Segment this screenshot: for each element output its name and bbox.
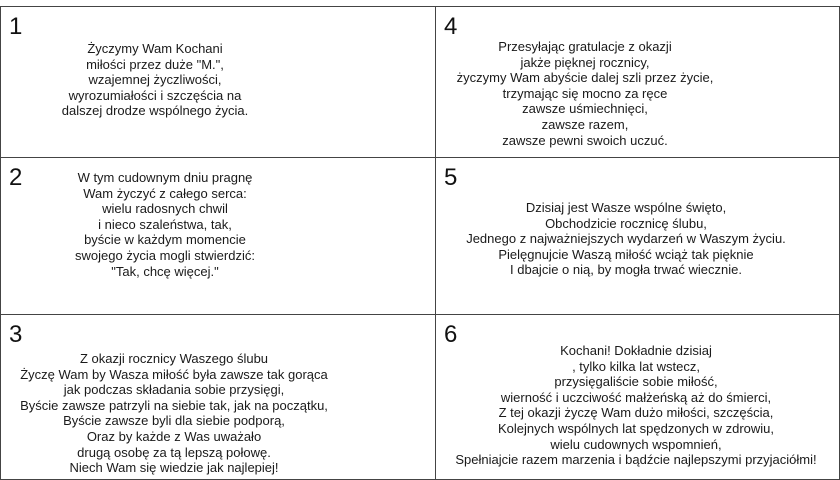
wish-line: drugą osobę za tą lepszą połowę. <box>77 444 271 460</box>
wish-line: Niech Wam się wiedzie jak najlepiej! <box>69 460 279 476</box>
wish-line: Przesyłając gratulacje z okazji <box>498 39 672 54</box>
wish-text <box>1 41 309 119</box>
wish-line: Wam życzyć z całego serca: <box>83 185 247 201</box>
wish-line: i nieco szaleństwa, tak, <box>98 216 232 232</box>
wish-text <box>436 39 734 148</box>
wish-text <box>1 351 347 476</box>
wish-line: W tym cudownym dniu pragnę <box>77 170 253 185</box>
wish-text <box>436 200 816 278</box>
wish-line: wzajemnej życzliwości, <box>88 72 222 88</box>
wish-card-2 <box>0 157 436 315</box>
wish-line: Z tej okazji życzę Wam dużo miłości, szczęścia, <box>498 405 774 421</box>
card-number: 3 <box>9 321 23 348</box>
wish-line: Dzisiaj jest Wasze wspólne święto, <box>525 200 727 215</box>
wish-line: byście w każdym momencie <box>84 232 246 248</box>
wish-line: dalszej drodze wspólnego życia. <box>61 103 249 119</box>
wishes-grid <box>0 6 840 480</box>
wish-line: wyrozumiałości i szczęścia na <box>68 87 242 103</box>
wish-line: jak podczas składania sobie przysięgi, <box>63 382 285 398</box>
wish-line: zawsze uśmiechnięci, <box>522 101 648 117</box>
card-number: 5 <box>444 164 458 191</box>
wish-line: Życzę Wam by Wasza miłość była zawsze tak gorąca <box>20 366 328 382</box>
wish-line: "Tak, chcę więcej." <box>111 263 219 279</box>
wish-line: Życzymy Wam Kochani <box>87 41 223 56</box>
wish-line: Jednego z najważniejszych wydarzeń w Waszym życiu. <box>466 231 786 247</box>
wish-line: swojego życia mogli stwierdzić: <box>75 247 255 263</box>
wish-card-6 <box>435 314 840 480</box>
wish-line: trzymając się mocno za ręce <box>502 85 668 101</box>
wish-line: życzymy Wam abyście dalej szli przez życie, <box>456 70 714 86</box>
wish-line: Z okazji rocznicy Waszego ślubu <box>79 351 269 366</box>
wish-line: Obchodzicie rocznicę ślubu, <box>545 215 707 231</box>
card-number: 1 <box>9 13 23 40</box>
wish-line: wielu cudownych wspomnień, <box>550 436 722 452</box>
card-number: 4 <box>444 13 458 40</box>
wish-card-5 <box>435 157 840 315</box>
wish-line: zawsze razem, <box>541 116 629 132</box>
card-number: 6 <box>444 321 458 348</box>
card-number: 2 <box>9 164 23 191</box>
wish-text <box>1 170 329 279</box>
wish-card-4 <box>435 6 840 158</box>
wish-card-1 <box>0 6 436 158</box>
wish-line: miłości przez duże "M.", <box>86 56 224 72</box>
wish-line: wielu radosnych chwil <box>102 201 228 217</box>
wish-line: przysięgaliście sobie miłość, <box>554 374 718 390</box>
wish-line: Kolejnych wspólnych lat spędzonych w zdrowiu, <box>497 420 775 436</box>
wish-line: I dbajcie o nią, by mogła trwać wiecznie. <box>510 262 742 278</box>
wish-line: Kochani! Dokładnie dzisiaj <box>560 343 712 358</box>
wish-card-3 <box>0 314 436 480</box>
wish-line: Byście zawsze patrzyli na siebie tak, jak na początku, <box>20 397 328 413</box>
wish-line: Pielęgnujcie Waszą miłość wciąż tak pięknie <box>498 246 754 262</box>
wish-line: Oraz by każde z Was uważało <box>86 428 262 444</box>
wish-line: wierność i uczciwość małżeńską aż do śmierci, <box>500 389 772 405</box>
wish-line: zawsze pewni swoich uczuć. <box>502 132 668 148</box>
wish-line: jakże pięknej rocznicy, <box>520 54 650 70</box>
wish-line: Spełniajcie razem marzenia i bądźcie najlepszymi przyjaciółmi! <box>455 452 817 468</box>
wish-line: , tylko kilka lat wstecz, <box>572 358 700 374</box>
wish-text <box>436 343 836 468</box>
wish-line: Byście zawsze byli dla siebie podporą, <box>63 413 285 429</box>
